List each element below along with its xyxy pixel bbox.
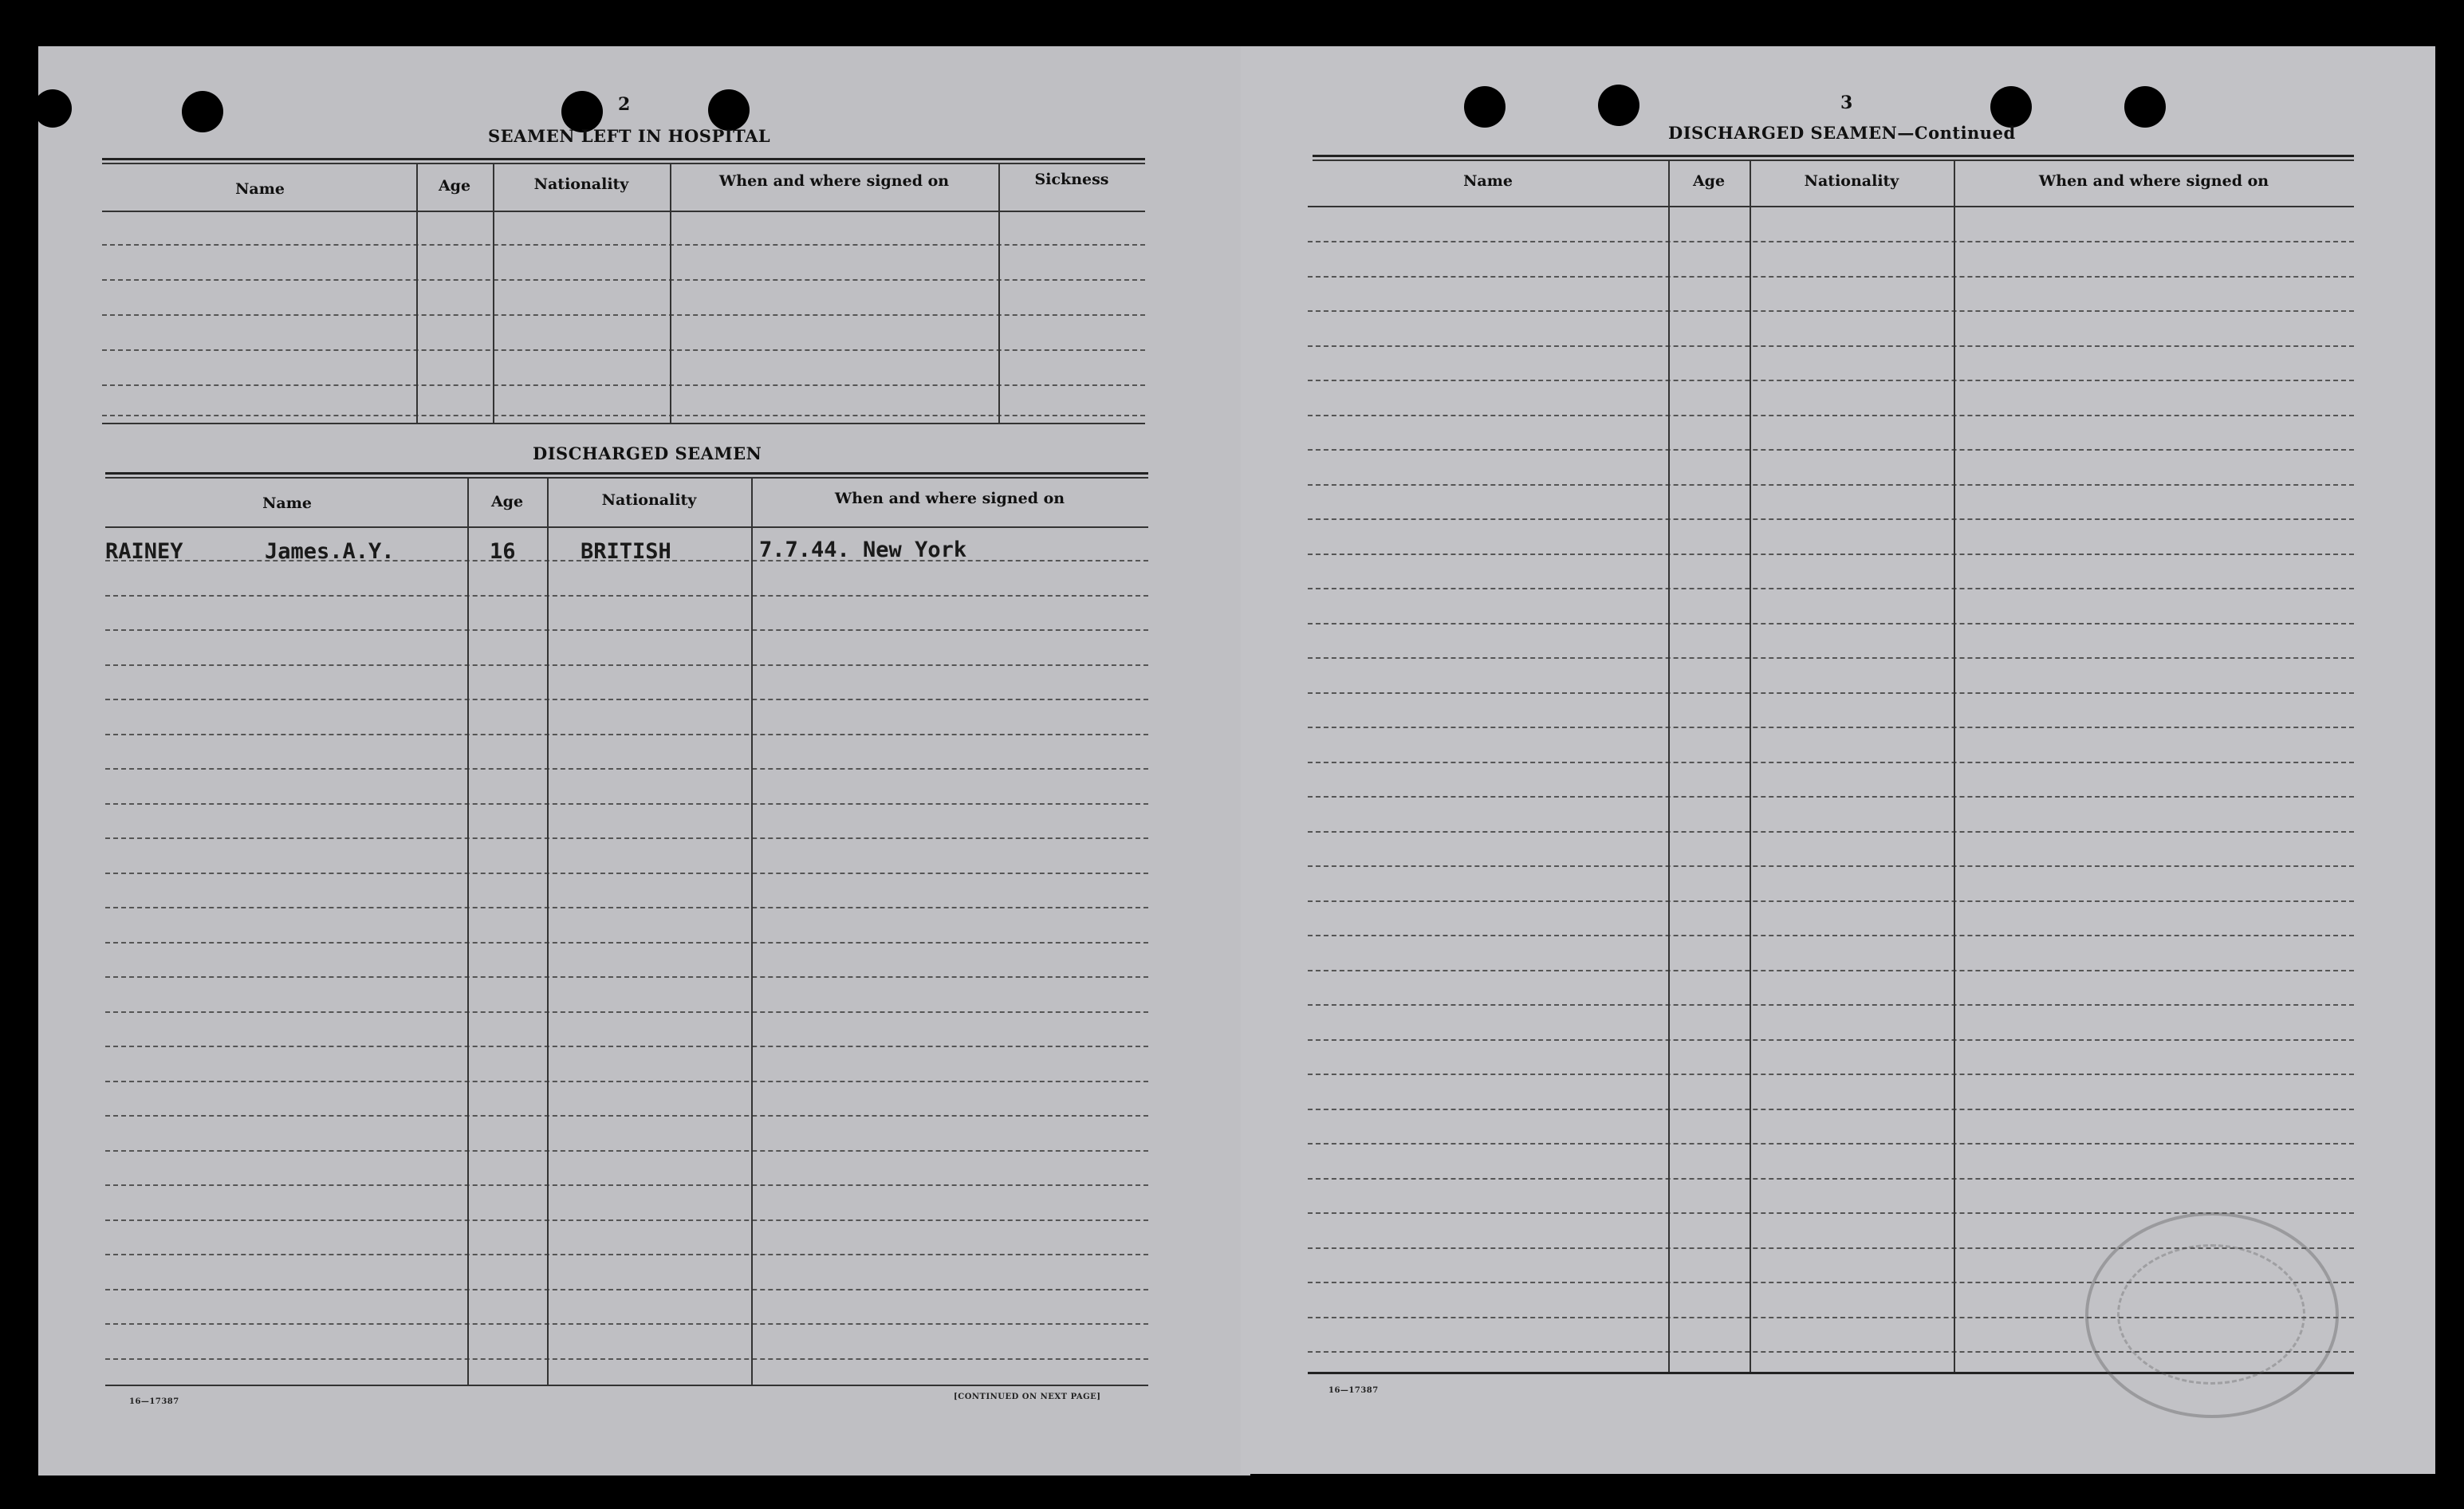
column-header: Age xyxy=(438,177,471,195)
ruled-line xyxy=(1308,900,2354,902)
form-number: 16—17387 xyxy=(129,1397,179,1406)
punch-hole xyxy=(1598,85,1639,126)
ruled-line xyxy=(1308,1178,2354,1180)
ruled-line xyxy=(102,279,1145,281)
discharged-section-title: DISCHARGED SEAMEN xyxy=(533,443,762,463)
divider xyxy=(105,1385,1148,1386)
ruled-line xyxy=(105,664,1148,666)
divider xyxy=(102,158,1145,160)
divider xyxy=(102,163,1145,164)
column-rule xyxy=(467,479,469,1386)
punch-hole xyxy=(2124,86,2166,128)
ruled-line xyxy=(1308,1143,2354,1145)
ruled-line xyxy=(1308,518,2354,520)
ruled-line xyxy=(105,734,1148,735)
ruled-line xyxy=(1308,380,2354,381)
column-header: Sickness xyxy=(1034,171,1109,188)
punch-hole xyxy=(708,89,750,131)
column-rule xyxy=(493,164,494,423)
seaman-age: 16 xyxy=(490,539,516,564)
column-header: When and where signed on xyxy=(718,172,950,190)
column-header: When and where signed on xyxy=(834,490,1065,507)
ruled-line xyxy=(1308,276,2354,278)
ruled-line xyxy=(105,1184,1148,1186)
column-rule xyxy=(547,479,549,1386)
ruled-line xyxy=(1308,831,2354,833)
page-number: 3 xyxy=(1840,93,1853,113)
punch-hole xyxy=(182,91,223,132)
divider xyxy=(1308,206,2354,207)
customs-stamp-inner-ring xyxy=(2117,1244,2305,1385)
ruled-line xyxy=(1308,623,2354,624)
column-header: Name xyxy=(1463,172,1513,190)
ruled-line xyxy=(105,1358,1148,1360)
column-header: When and where signed on xyxy=(2038,172,2269,190)
ruled-line xyxy=(1308,727,2354,728)
ruled-line xyxy=(1308,1039,2354,1041)
ruled-line xyxy=(1308,484,2354,486)
ruled-line xyxy=(1308,692,2354,694)
ruled-line xyxy=(105,1150,1148,1152)
seaman-nationality: BRITISH xyxy=(581,539,671,564)
ruled-line xyxy=(1308,345,2354,347)
ruled-line xyxy=(1308,657,2354,659)
ruled-line xyxy=(1308,449,2354,451)
seaman-given-names: James.A.Y. xyxy=(265,539,395,564)
ruled-line xyxy=(1308,1074,2354,1075)
divider xyxy=(1313,160,2354,161)
ruled-line xyxy=(105,1115,1148,1117)
ruled-line xyxy=(102,244,1145,246)
ruled-line xyxy=(1308,1004,2354,1006)
column-rule xyxy=(1750,161,1751,1373)
column-rule xyxy=(670,164,671,423)
hospital-section-title: SEAMEN LEFT IN HOSPITAL xyxy=(488,126,771,146)
ruled-line xyxy=(1308,1109,2354,1110)
form-number: 16—17387 xyxy=(1328,1386,1379,1395)
ruled-line xyxy=(105,1323,1148,1325)
ruled-line xyxy=(102,415,1145,416)
ruled-line xyxy=(105,907,1148,908)
column-header: Name xyxy=(235,180,285,198)
divider xyxy=(102,423,1145,424)
column-rule xyxy=(1954,161,1955,1373)
column-rule xyxy=(998,164,1000,423)
ruled-line xyxy=(105,1081,1148,1082)
ruled-line xyxy=(105,837,1148,839)
ruled-line xyxy=(1308,970,2354,971)
ruled-line xyxy=(102,384,1145,386)
column-rule xyxy=(751,479,753,1386)
ruled-line xyxy=(105,768,1148,770)
column-header: Name xyxy=(262,494,312,512)
ruled-line xyxy=(1308,415,2354,416)
ruled-line xyxy=(1308,310,2354,312)
divider xyxy=(102,211,1145,212)
column-rule xyxy=(416,164,418,423)
ruled-line xyxy=(1308,865,2354,867)
column-rule xyxy=(1668,161,1670,1373)
ruled-line xyxy=(105,1011,1148,1013)
ruled-line xyxy=(105,699,1148,700)
ruled-line xyxy=(105,1046,1148,1047)
column-header: Age xyxy=(1692,172,1726,190)
seaman-surname: RAINEY xyxy=(105,539,183,564)
seaman-signed-on: 7.7.44. New York xyxy=(759,538,967,562)
ruled-line xyxy=(105,595,1148,597)
ruled-line xyxy=(1308,935,2354,936)
column-header: Age xyxy=(490,493,524,510)
ruled-line xyxy=(105,560,1148,561)
punch-hole xyxy=(1990,86,2032,128)
divider xyxy=(105,472,1148,475)
ruled-line xyxy=(105,1219,1148,1221)
divider xyxy=(105,526,1148,528)
discharged-continued-title: DISCHARGED SEAMEN—Continued xyxy=(1668,123,2016,143)
ruled-line xyxy=(1308,762,2354,763)
left-page xyxy=(38,46,1250,1476)
ruled-line xyxy=(105,942,1148,944)
ruled-line xyxy=(105,976,1148,978)
page-number: 2 xyxy=(618,94,631,115)
divider xyxy=(1313,155,2354,157)
column-header: Nationality xyxy=(1804,172,1899,190)
punch-hole xyxy=(1464,86,1506,128)
ruled-line xyxy=(1308,588,2354,589)
ruled-line xyxy=(1308,241,2354,242)
ruled-line xyxy=(105,629,1148,631)
ruled-line xyxy=(102,349,1145,351)
ruled-line xyxy=(105,1289,1148,1290)
ruled-line xyxy=(105,803,1148,805)
ruled-line xyxy=(1308,554,2354,555)
ruled-line xyxy=(105,873,1148,874)
column-header: Nationality xyxy=(601,491,697,509)
ruled-line xyxy=(105,1254,1148,1255)
continued-note: [CONTINUED ON NEXT PAGE] xyxy=(954,1393,1101,1401)
divider xyxy=(105,477,1148,479)
punch-hole xyxy=(33,89,72,128)
ruled-line xyxy=(102,314,1145,316)
ruled-line xyxy=(1308,796,2354,798)
column-header: Nationality xyxy=(533,175,629,193)
